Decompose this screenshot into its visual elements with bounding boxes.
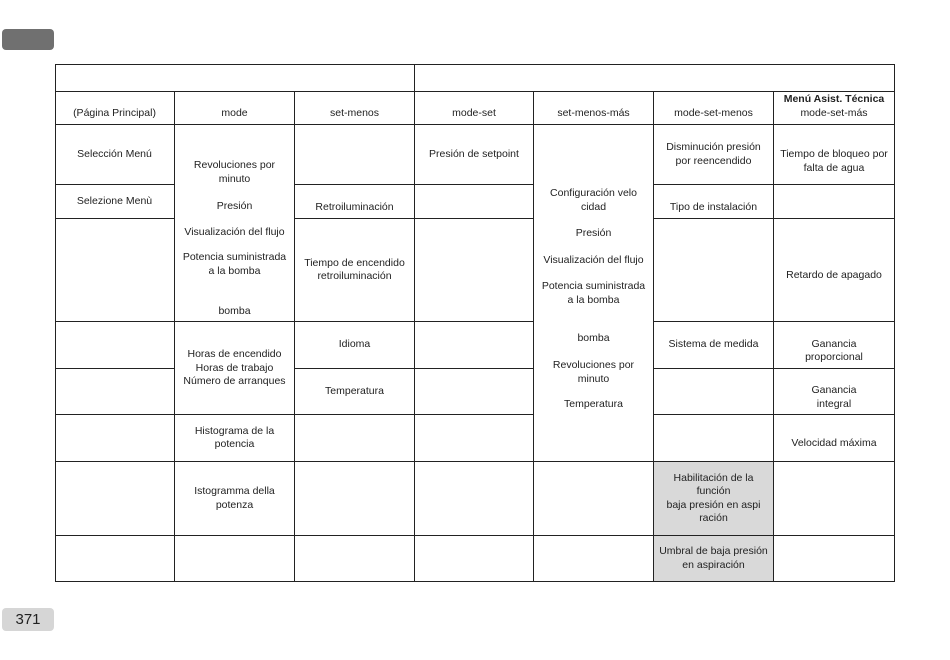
section-tab-marker (2, 29, 54, 50)
col1-row4 (55, 322, 175, 369)
col5-temperatura: Temperatura (564, 398, 623, 410)
col5-bomba: bomba (577, 332, 610, 344)
col3-row6 (295, 415, 415, 462)
header-set-menos-mas: set-menos-más (534, 92, 654, 125)
col5-revoluciones: Revoluciones por minuto (552, 359, 635, 385)
col3-row1 (295, 125, 415, 185)
col6-umbral-baja-presion: Umbral de baja presión en aspiración (654, 536, 774, 582)
header-mode: mode (175, 92, 295, 125)
col6-habilitacion-funcion: Habilitación de la función baja presión en aspi ración (654, 462, 774, 536)
col5-row7 (534, 462, 654, 536)
page-number: 371 (2, 608, 54, 631)
col1-row3 (55, 219, 175, 322)
col4-row2 (415, 185, 534, 219)
col5-presion: Presión (575, 227, 612, 239)
col5-visualizacion-flujo: Visualización del flujo (543, 254, 644, 266)
col2-histograma: Histograma de la potencia (175, 415, 295, 462)
col2-potencia: Potencia suministrada a la bomba (182, 251, 287, 277)
col2-monitor-group (175, 125, 295, 322)
col5-potencia: Potencia suministrada a la bomba (541, 280, 646, 306)
col2-horas-encendido: Horas de encendido (187, 348, 282, 360)
col6-disminucion-presion: Disminución presión por reencendido (654, 125, 774, 185)
col4-row5 (415, 369, 534, 415)
col4-row6 (415, 415, 534, 462)
col2-numero-arranques: Número de arranques (183, 375, 286, 387)
col4-presion-setpoint: Presión de setpoint (415, 125, 534, 185)
col5-config-group (534, 125, 654, 462)
col1-seleccion-menu: Selección Menú (55, 125, 175, 185)
col6-tipo-instalacion: Tipo de instalación (654, 185, 774, 219)
header-mode-set-mas: mode-set-más (800, 106, 868, 119)
top-left-header-cell (55, 64, 415, 92)
col1-row7 (55, 462, 175, 536)
col2-istogramma: Istogramma della potenza (175, 462, 295, 536)
col2-horas-trabajo: Horas de trabajo (195, 361, 274, 374)
col5-configuracion-velocidad: Configuración velo cidad (550, 187, 637, 213)
col3-idioma: Idioma (295, 322, 415, 369)
col6-row6 (654, 415, 774, 462)
col3-row7 (295, 462, 415, 536)
col4-row8 (415, 536, 534, 582)
col7-velocidad-maxima: Velocidad máxima (774, 415, 895, 462)
col1-selezione-menu: Selezione Menù (55, 185, 175, 219)
col3-tiempo-encendido: Tiempo de encendido retroiluminación (295, 219, 415, 322)
header-menu-asist-tecnica (774, 92, 895, 125)
header-pagina-principal: (Página Principal) (55, 92, 175, 125)
col1-row8 (55, 536, 175, 582)
header-menu-asist-title: Menú Asist. Técnica (783, 93, 885, 105)
col3-temperatura: Temperatura (295, 369, 415, 415)
col7-ganancia-integral: Ganancia integral (774, 369, 895, 415)
col4-row7 (415, 462, 534, 536)
col6-row3 (654, 219, 774, 322)
col7-row7 (774, 462, 895, 536)
col7-ganancia-proporcional: Ganancia proporcional (774, 322, 895, 369)
col3-retroiluminacion: Retroiluminación (295, 185, 415, 219)
col1-row5 (55, 369, 175, 415)
col7-retardo-apagado: Retardo de apagado (774, 219, 895, 322)
col4-row4 (415, 322, 534, 369)
col7-row2 (774, 185, 895, 219)
col3-row8 (295, 536, 415, 582)
header-mode-set: mode-set (415, 92, 534, 125)
col1-row6 (55, 415, 175, 462)
col7-tiempo-bloqueo: Tiempo de bloqueo por falta de agua (774, 125, 895, 185)
col6-row5 (654, 369, 774, 415)
header-set-menos: set-menos (295, 92, 415, 125)
col4-row3 (415, 219, 534, 322)
col7-row8 (774, 536, 895, 582)
col2-bomba: bomba (218, 305, 251, 317)
col2-revoluciones: Revoluciones por minuto (193, 159, 276, 185)
col2-visualizacion-flujo: Visualización del flujo (184, 226, 285, 238)
col6-sistema-medida: Sistema de medida (654, 322, 774, 369)
col2-row-last (175, 536, 295, 582)
col5-row8 (534, 536, 654, 582)
top-right-header-cell (415, 64, 895, 92)
col2-horas-group (175, 322, 295, 415)
col2-presion: Presión (216, 200, 253, 212)
header-mode-set-menos: mode-set-menos (654, 92, 774, 125)
